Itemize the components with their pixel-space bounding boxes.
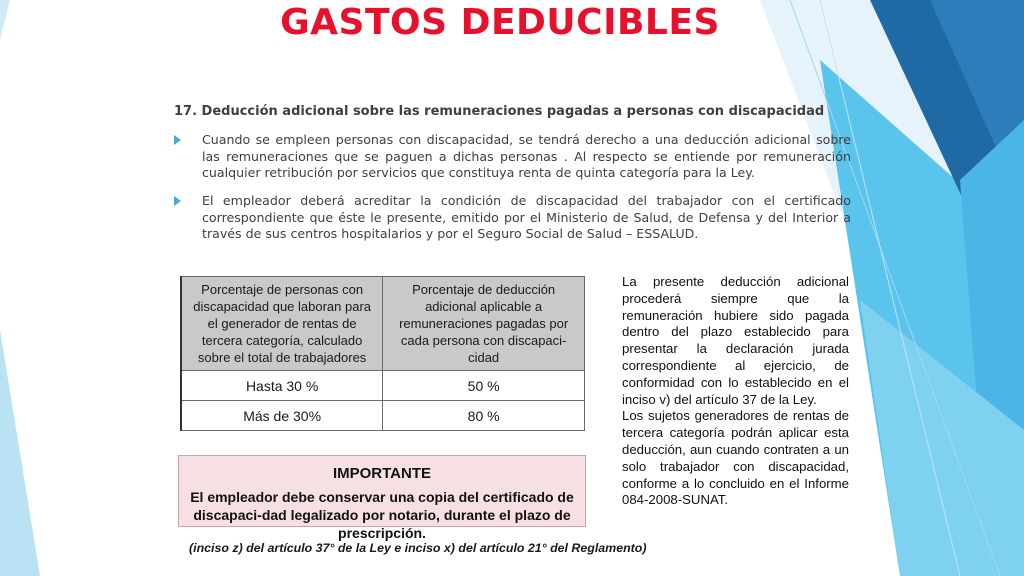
slide-title: GASTOS DEDUCIBLES — [280, 2, 720, 43]
side-text-block — [622, 274, 849, 509]
table-header-cell: Porcentaje de personas con discapacidad que laboran para el generador de rentas de tercera categoría, calculado sobre el total de trabajadores — [181, 277, 383, 371]
table-cell: 80 % — [383, 401, 585, 431]
bullet-arrow-icon — [174, 196, 181, 206]
bullet-text: El empleador deberá acreditar la condición de discapacidad del trabajador con el certificado correspondiente que éste le presente, emitido por el Ministerio de Salud, de Defensa y del Interior a través de sus centros hospitalarios y por el Seguro Social de Salud – ESSALUD. — [202, 193, 851, 241]
important-notice-box — [178, 455, 586, 541]
table-cell: 50 % — [383, 371, 585, 401]
table-cell: Hasta 30 % — [181, 371, 383, 401]
bullet-item — [174, 193, 851, 243]
table-header-row — [181, 277, 585, 371]
bullet-text: Cuando se empleen personas con discapacidad, se tendrá derecho a una deducción adicional sobre las remuneraciones que se paguen a dichas personas . Al respecto se entiende por remuneración cualquier retribución por servicios que constituya renta de quinta categoría para la Ley. — [202, 132, 851, 180]
bullet-item — [174, 132, 851, 182]
deduction-percentage-table — [180, 276, 585, 431]
side-paragraph: Los sujetos generadores de rentas de tercera categoría podrán aplicar esta deducción, aun cuando contraten a un solo trabajador con discapacidad, conforme a lo concluido en el Informe 084-2008-SUNAT. — [622, 408, 849, 508]
table-row — [181, 371, 585, 401]
important-heading: IMPORTANTE — [332, 465, 432, 482]
table-cell: Más de 30% — [181, 401, 383, 431]
legal-footnote: (inciso z) del artículo 37° de la Ley e inciso x) del artículo 21° del Reglamento) — [189, 541, 647, 555]
side-paragraph: La presente deducción adicional procederá siempre que la remuneración hubiere sido pagada dentro del plazo establecido para presentar la declaración jurada correspondiente al ejercicio, de conformidad con lo establecido en el inciso v) del artículo 37 de la Ley. — [622, 274, 849, 407]
bullet-arrow-icon — [174, 135, 181, 145]
important-body: El empleador debe conservar una copia del certificado de discapaci-dad legalizado por notario, durante el plazo de prescripción. — [190, 489, 574, 541]
section-heading: 17. Deducción adicional sobre las remuneraciones pagadas a personas con discapacidad — [174, 104, 825, 119]
table-header-cell: Porcentaje de deducción adicional aplicable a remuneraciones pagadas por cada persona con discapaci-cidad — [383, 277, 585, 371]
table-row — [181, 401, 585, 431]
